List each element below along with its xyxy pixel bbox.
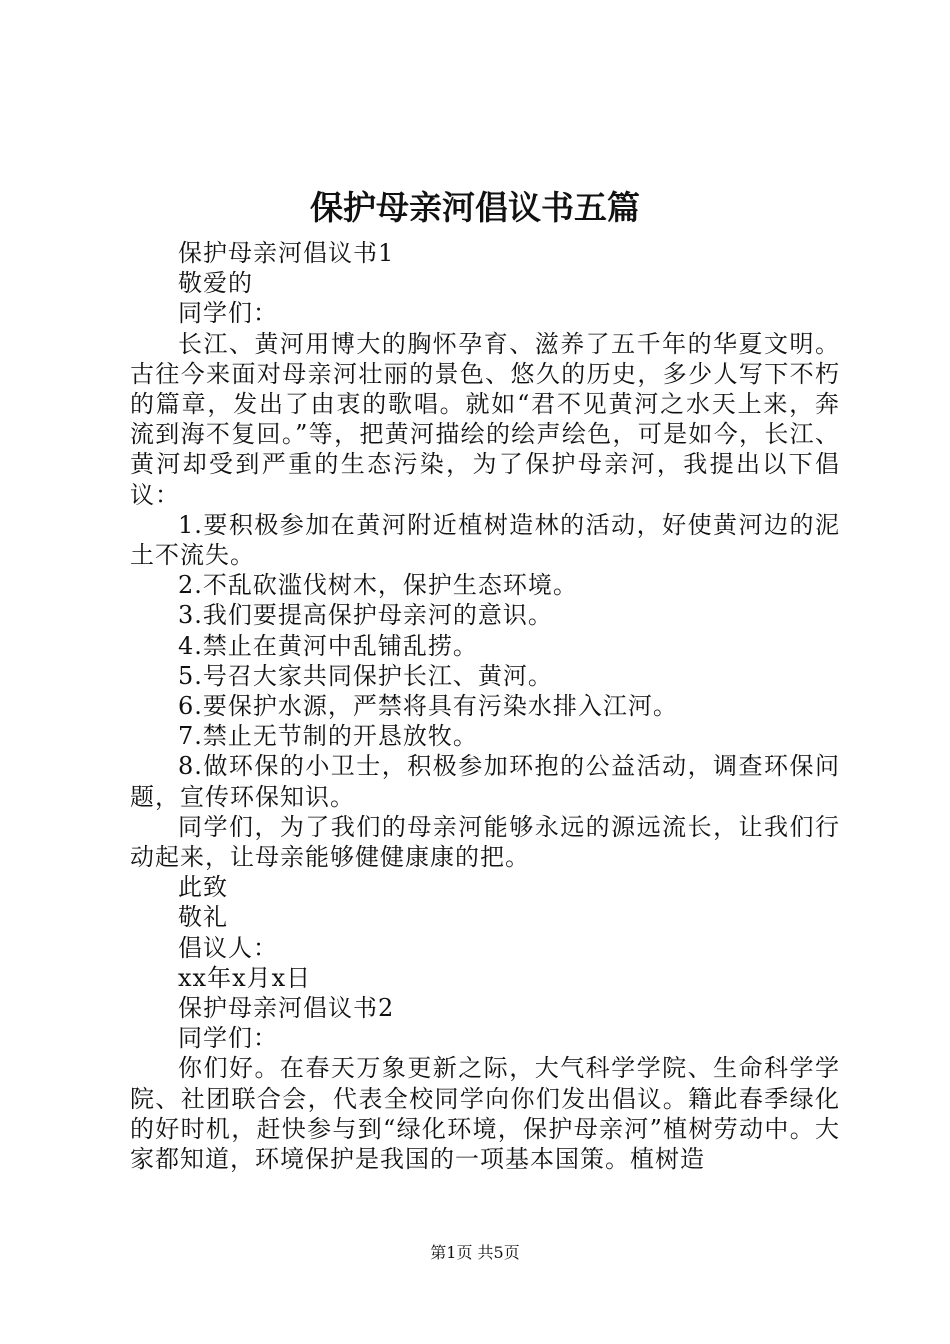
paragraph: 7.禁止无节制的开恳放牧。 [178, 722, 478, 751]
paragraph: 6.要保护水源，严禁将具有污染水排入江河。 [178, 692, 678, 721]
paragraph: 同学们，为了我们的母亲河能够永远的源远流长，让我们行动起来，让母亲能够健健康康的把。 [130, 812, 840, 872]
paragraph: 4.禁止在黄河中乱铺乱捞。 [178, 631, 478, 660]
paragraph: 同学们： [178, 1024, 278, 1053]
paragraph: 敬礼 [178, 903, 228, 932]
paragraph: 3.我们要提高保护母亲河的意识。 [178, 601, 553, 630]
page-footer: 第1页 共5页 [430, 1243, 520, 1262]
document-body [130, 238, 840, 1174]
paragraph: 倡议人： [178, 933, 278, 962]
paragraph: 此致 [178, 873, 228, 902]
paragraph: 1.要积极参加在黄河附近植树造林的活动，好使黄河边的泥土不流失。 [130, 510, 840, 570]
paragraph: 保护母亲河倡议书1 [178, 239, 395, 267]
paragraph: 敬爱的 [178, 269, 253, 298]
document-title: 保护母亲河倡议书五篇 [310, 188, 640, 227]
paragraph: 保护母亲河倡议书2 [178, 994, 395, 1023]
paragraph: 长江、黄河用博大的胸怀孕育、滋养了五千年的华夏文明。古往今来面对母亲河壮丽的景色、悠久的历史，多少人写下不朽的篇章，发出了由衷的歌唱。就如“君不见黄河之水天上来，奔流到海不复回。”等，把黄河描绘的绘声绘色，可是如今，长江、黄河却受到严重的生态污染，为了保护母亲河，我提出以下倡议： [130, 329, 840, 509]
paragraph: 同学们： [178, 299, 278, 328]
paragraph: 你们好。在春天万象更新之际，大气科学学院、生命科学学院、社团联合会，代表全校同学向你们发出倡议。籍此春季绿化的好时机，赶快参与到“绿化环境，保护母亲河”植树劳动中。大家都知道，环境保护是我国的一项基本国策。植树造 [130, 1054, 840, 1174]
paragraph: 2.不乱砍滥伐树木，保护生态环境。 [178, 571, 578, 600]
paragraph: 8.做环保的小卫士，积极参加环抱的公益活动，调查环保问题，宣传环保知识。 [130, 752, 840, 811]
paragraph: xx年x月x日 [178, 963, 312, 992]
paragraph: 5.号召大家共同保护长江、黄河。 [178, 661, 553, 690]
